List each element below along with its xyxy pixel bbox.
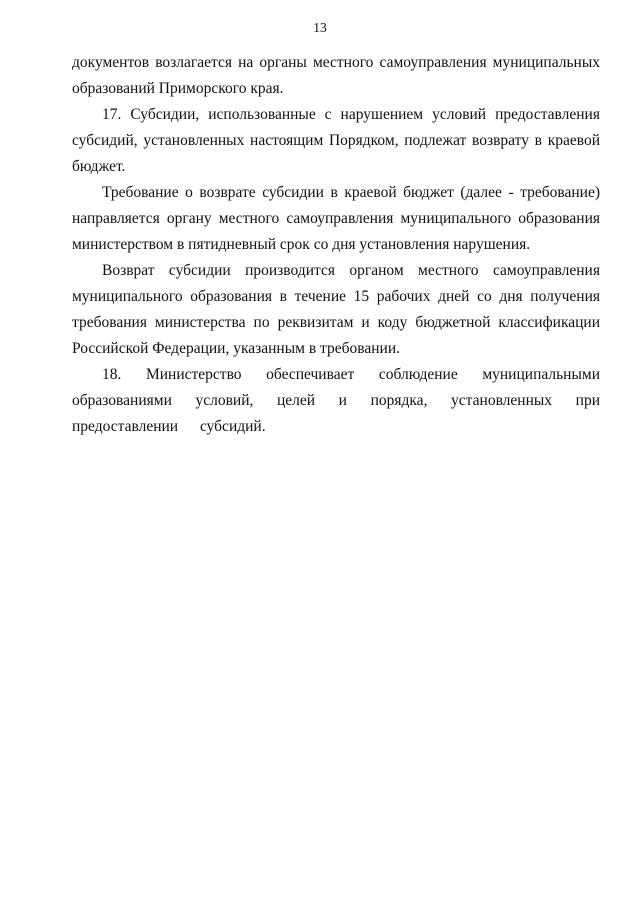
page-number: 13: [313, 20, 327, 35]
paragraph-item-18: 18. Министерство обеспечивает соблюдение муниципальными образованиями условий, целей и порядка, установленных при предоставлении субсидий.: [72, 366, 600, 435]
document-body: [72, 50, 600, 440]
paragraph-refund-requirement: Требование о возврате субсидии в краевой бюджет (далее - требование) направляется органу местного самоуправления муниципального образования министерством в пятидневный срок со дня установления нарушения.: [72, 184, 600, 253]
paragraph-continuation: документов возлагается на органы местного самоуправления муниципальных образований Приморского края.: [72, 54, 600, 97]
paragraph-item-17: 17. Субсидии, использованные с нарушением условий предоставления субсидий, установленных настоящим Порядком, подлежат возврату в краевой бюджет.: [72, 106, 600, 175]
paragraph-refund-procedure: Возврат субсидии производится органом местного самоуправления муниципального образования в течение 15 рабочих дней со дня получения требования министерства по реквизитам и коду бюджетной классификации Российской Федерации, указанным в требовании.: [72, 262, 600, 357]
